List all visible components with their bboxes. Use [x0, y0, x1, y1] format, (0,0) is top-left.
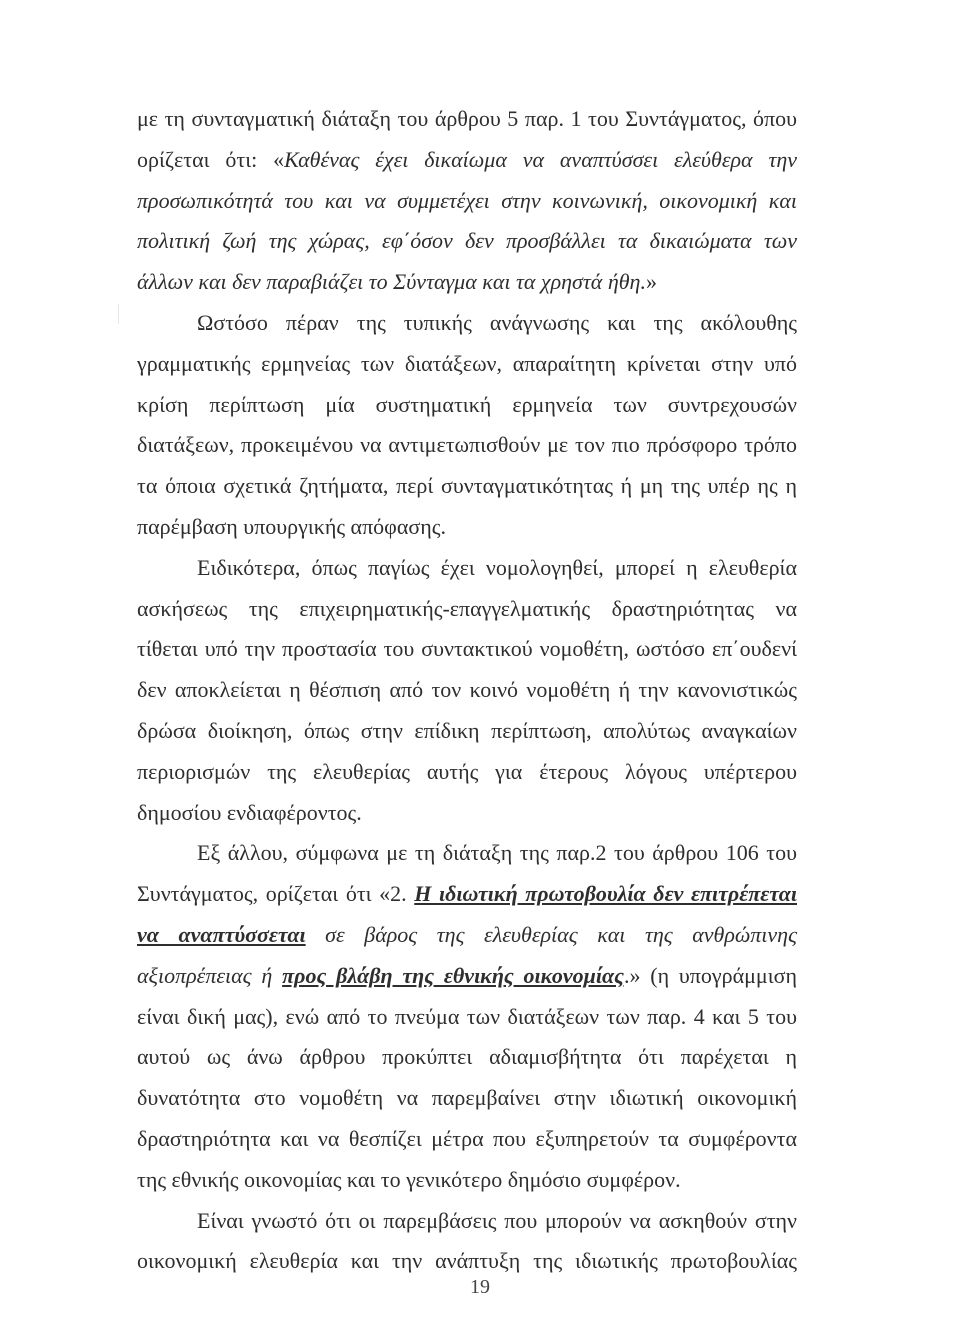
text-line	[137, 958, 797, 994]
text-line	[137, 917, 797, 953]
text-segment: τίθεται υπό την προστασία του συντακτικού νομοθέτη, ωστόσο επ΄ουδενί	[137, 636, 797, 661]
text-line	[137, 876, 797, 912]
text-segment: οικονομική ελευθερία και την ανάπτυξη της ιδιωτικής πρωτοβουλίας	[137, 1248, 797, 1273]
text-segment: ορίζεται ότι: «	[137, 147, 285, 172]
text-segment: σε βάρος της ελευθερίας και της ανθρώπινης	[305, 922, 797, 947]
text-line	[137, 1162, 797, 1198]
text-line	[137, 999, 797, 1035]
text-line	[137, 713, 797, 749]
text-line	[197, 1203, 797, 1239]
text-segment: δημοσίου ενδιαφέροντος.	[137, 800, 362, 825]
text-line	[137, 468, 797, 504]
text-line	[197, 305, 797, 341]
text-segment: Η ιδιωτική πρωτοβουλία δεν επιτρέπεται	[414, 881, 797, 906]
text-line	[137, 427, 797, 463]
text-line	[137, 1039, 797, 1075]
page-number: 19	[470, 1276, 490, 1298]
text-segment: με τη συνταγματική διάταξη του άρθρου 5 παρ. 1 του Συντάγματος, όπου	[137, 106, 797, 131]
text-segment: αξιοπρέπειας ή	[137, 963, 283, 988]
text-line	[137, 591, 797, 627]
text-segment: είναι δική μας), ενώ από το πνεύμα των διατάξεων των παρ. 4 και 5 του	[137, 1004, 797, 1029]
text-segment: ασκήσεως της επιχειρηματικής-επαγγελματικής δραστηριότητας να	[137, 596, 797, 621]
text-line	[137, 795, 797, 831]
text-line	[137, 101, 797, 137]
text-segment: άλλων και δεν παραβιάζει το Σύνταγμα και τα χρηστά ήθη.	[137, 269, 646, 294]
text-line	[137, 142, 797, 178]
text-segment: Συντάγματος, ορίζεται ότι «2.	[137, 881, 415, 906]
text-segment: Καθένας έχει δικαίωμα να αναπτύσσει ελεύθερα την	[284, 147, 797, 172]
text-line	[197, 550, 797, 586]
text-segment: της εθνικής οικονομίας και το γενικότερο δημόσιο συμφέρον.	[137, 1167, 681, 1192]
text-line	[137, 183, 797, 219]
text-segment: δραστηριότητα και να θεσπίζει μέτρα που εξυπηρετούν τα συμφέροντα	[137, 1126, 797, 1151]
text-line	[197, 835, 797, 871]
text-line	[137, 1121, 797, 1157]
text-segment: δεν αποκλείεται η θέσπιση από τον κοινό νομοθέτη ή την κανονιστικώς	[137, 677, 797, 702]
text-line	[137, 223, 797, 259]
text-segment: γραμματικής ερμηνείας των διατάξεων, απαραίτητη κρίνεται στην υπό	[137, 351, 797, 376]
text-segment: κρίση περίπτωση μία συστηματική ερμηνεία των συντρεχουσών	[137, 392, 797, 417]
text-segment: Είναι γνωστό ότι οι παρεμβάσεις που μπορούν να ασκηθούν στην	[197, 1208, 797, 1233]
text-line	[137, 387, 797, 423]
text-segment: δυνατότητα στο νομοθέτη να παρεμβαίνει στην ιδιωτική οικονομική	[137, 1085, 797, 1110]
text-segment: »	[645, 269, 657, 294]
text-segment: αυτού ως άνω άρθρου προκύπτει αδιαμισβήτητα ότι παρέχεται η	[137, 1044, 797, 1069]
text-line	[137, 264, 797, 300]
text-segment: δρώσα διοίκηση, όπως στην επίδικη περίπτωση, απολύτως αναγκαίων	[137, 718, 797, 743]
text-line	[137, 509, 797, 545]
text-segment: πολιτική ζωή της χώρας, εφ΄όσον δεν προσβάλλει τα δικαιώματα των	[137, 228, 797, 253]
text-line	[137, 1080, 797, 1116]
text-line	[137, 672, 797, 708]
text-segment: διατάξεων, προκειμένου να αντιμετωπισθούν με τον πιο πρόσφορο τρόπο	[137, 432, 797, 457]
text-segment: Ειδικότερα, όπως παγίως έχει νομολογηθεί, μπορεί η ελευθερία	[197, 555, 797, 580]
text-segment: τα όποια σχετικά ζητήματα, περί συνταγματικότητας ή μη της υπέρ ης η	[137, 473, 797, 498]
text-line	[137, 1243, 797, 1279]
text-segment: να αναπτύσσεται	[137, 922, 306, 947]
text-line	[137, 346, 797, 382]
text-segment: Ωστόσο πέραν της τυπικής ανάγνωσης και της ακόλουθης	[197, 310, 797, 335]
text-line	[137, 754, 797, 790]
scan-artifact	[118, 304, 133, 324]
text-segment: προσωπικότητά του και να συμμετέχει στην κοινωνική, οικονομική και	[137, 188, 797, 213]
text-segment: .» (η υπογράμμιση	[623, 963, 797, 988]
text-line	[137, 631, 797, 667]
text-segment: Εξ άλλου, σύμφωνα με τη διάταξη της παρ.2 του άρθρου 106 του	[197, 840, 797, 865]
text-segment: παρέμβαση υπουργικής απόφασης.	[137, 514, 446, 539]
text-segment: προς βλάβη της εθνικής οικονομίας	[282, 963, 624, 988]
text-segment: περιορισμών της ελευθερίας αυτής για έτερους λόγους υπέρτερου	[137, 759, 797, 784]
